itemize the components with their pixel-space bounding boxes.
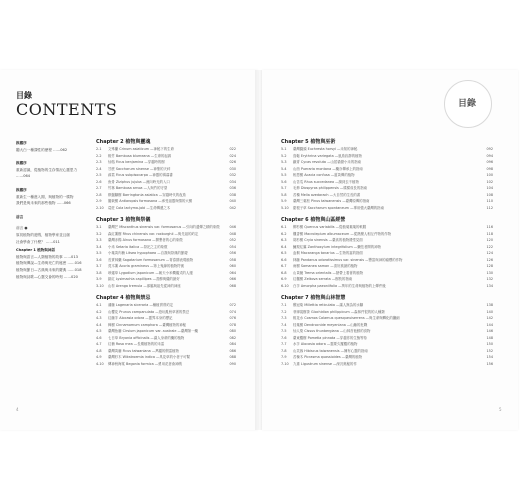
front-matter-heading: 推薦序 bbox=[16, 161, 27, 166]
entry-number: 5-10 bbox=[281, 205, 289, 210]
entry-page: 122 bbox=[486, 244, 493, 249]
entry-title: 白芋 Amorpha paeoniifolia —萬年的生命與植物的上傳件後 bbox=[293, 283, 386, 288]
entry-title: 長實林藥 Sagatarium formosanum —青春期表現植物 bbox=[108, 257, 193, 262]
entry-title: 臺灣赤楊 Alnus formosana —開墾者的心的象徵 bbox=[108, 238, 183, 242]
entry-page: 090 bbox=[229, 361, 236, 366]
entry-number: 2-7 bbox=[96, 186, 102, 190]
entry-number: 6-9 bbox=[281, 277, 287, 281]
entry-title: 毛柿 Diospyros philippensis —樣樣成長的指南 bbox=[293, 186, 367, 190]
entry-page: 152 bbox=[486, 348, 493, 353]
entry-title: 臺灣三葉松 Pinus taiwanensis —臺灣原傳的指南 bbox=[293, 199, 370, 203]
entry-page: 116 bbox=[486, 225, 493, 229]
entry-title: 臺灣杉木 Wikstroemia indica —具花草的小者子可幫 bbox=[108, 355, 190, 359]
entry-page: 052 bbox=[229, 238, 236, 242]
entry-title: 紅藤芋 Alocasia odora —靈界本身的標記 bbox=[108, 316, 173, 320]
entry-number: 5-8 bbox=[281, 192, 287, 197]
entry-page: 118 bbox=[486, 231, 493, 236]
entry-number: 7-2 bbox=[281, 309, 287, 314]
entry-page: 048 bbox=[229, 231, 236, 236]
front-matter-entry[interactable]: 植物與節日—古典與未來的慶典 ……018 bbox=[16, 267, 82, 272]
entry-number: 3-2 bbox=[96, 231, 102, 236]
entry-page: 034 bbox=[229, 179, 236, 184]
entry-title: 柳杉樹 Quercus variabilis —從植葉葉葉的軟腥 bbox=[293, 225, 367, 229]
entry-number: 7-9 bbox=[281, 355, 287, 359]
entry-page: 092 bbox=[486, 147, 493, 151]
entry-title: 樟樹 Cinnamomum camphora —臺灣植物的神秘 bbox=[108, 322, 187, 327]
entry-page: 084 bbox=[229, 342, 236, 346]
entry-title: 桂葉樹 Dendrocnide meyeniana —山藤的危戰 bbox=[293, 322, 368, 327]
entry-number: 6-1 bbox=[281, 225, 287, 229]
entry-title: 鱷梨紅翼 Zanthoxylum integrifolium —藥弦者開的神物 bbox=[293, 244, 381, 249]
entry-number: 3-9 bbox=[96, 277, 102, 281]
entry-number: 7-7 bbox=[281, 342, 287, 346]
chapter-heading: Chapter 6 植物與山區經營 bbox=[281, 217, 346, 223]
entry-title: 桃花水 Cosmos Calamus quesqueuiserrens —與生命與轉化的纖細 bbox=[293, 316, 400, 320]
entry-number: 2-10 bbox=[96, 205, 104, 210]
entry-title: 苦楝木 Picrasma quassioides —臺灣的植物 bbox=[293, 355, 363, 359]
toc-entry[interactable] bbox=[281, 361, 493, 368]
entry-number: 2-6 bbox=[96, 179, 102, 184]
front-matter-entry[interactable]: 社會學會了什麼？ ……011 bbox=[16, 239, 60, 244]
entry-number: 2-4 bbox=[96, 166, 102, 171]
entry-number: 2-5 bbox=[96, 173, 102, 177]
spacer bbox=[16, 207, 88, 212]
entry-number: 6-7 bbox=[281, 264, 287, 268]
chapter-heading: Chapter 7 植物與山林智慧 bbox=[281, 295, 346, 301]
entry-title: 棋盤腳樹 Barringtonia asiatica —穿越時代的夜鳥 bbox=[108, 192, 186, 197]
entry-title: 林藤 Pandanus odoratissimus var. sinensis —豐富與神的瘤標的作物 bbox=[293, 257, 403, 262]
entry-number: 5-2 bbox=[281, 153, 287, 158]
entry-title: 緋紅 Lysimachia capillipes —香醇與儀的最好 bbox=[108, 277, 180, 281]
entry-number: 2-1 bbox=[96, 147, 102, 151]
entry-number: 5-5 bbox=[281, 173, 287, 177]
entry-title: 血桐 Macaranga tanarius —生物的當的指面 bbox=[293, 251, 363, 255]
entry-number: 3-8 bbox=[96, 270, 102, 275]
entry-number: 4-7 bbox=[96, 342, 102, 346]
entry-page: 126 bbox=[486, 257, 493, 262]
entry-page: 150 bbox=[486, 342, 493, 346]
entry-page: 072 bbox=[229, 303, 236, 307]
chapter-heading: Chapter 2 植物與靈魂 bbox=[96, 139, 151, 145]
entry-title: 小葉黃肉楠 Litsea hypophaea —自我與祭典的節慶 bbox=[108, 251, 188, 255]
entry-page: 022 bbox=[229, 147, 236, 151]
toc-entry[interactable] bbox=[96, 283, 236, 290]
entry-title: 臺東羅樹 Pometia pinnata —穿越你的生態等待 bbox=[293, 335, 367, 340]
entry-page: 098 bbox=[486, 166, 493, 171]
entry-number: 4-3 bbox=[96, 316, 102, 320]
front-matter-heading: 推薦序 bbox=[16, 187, 27, 192]
entry-title: 水芋 Alocasia odora —靈要久羅羅的植物 bbox=[293, 342, 358, 346]
entry-number: 3-1 bbox=[96, 225, 102, 229]
entry-page: 144 bbox=[486, 322, 493, 327]
front-matter-heading: 前言 bbox=[16, 214, 24, 219]
entry-page: 146 bbox=[486, 329, 493, 333]
contents-title-zh: 目錄 bbox=[16, 91, 32, 100]
spacer bbox=[16, 153, 88, 158]
entry-title: 鳥鬆 Erythrina variegata —風鳥寂靜的植物 bbox=[293, 153, 362, 158]
entry-title: 苦棟 Melia azedarach —大自然的生長的書 bbox=[293, 192, 361, 197]
front-matter-entry[interactable]: 我們是與未來的那些植物 ……066 bbox=[16, 201, 71, 206]
entry-page: 100 bbox=[486, 173, 493, 177]
entry-number: 4-10 bbox=[96, 361, 104, 366]
front-matter-entry[interactable]: 重新認識，從植物的生存情況心靈思力 bbox=[16, 167, 78, 172]
page-number-right: 5 bbox=[499, 407, 502, 412]
entry-page: 088 bbox=[229, 355, 236, 359]
entry-number: 6-8 bbox=[281, 270, 287, 275]
entry-page: 132 bbox=[486, 277, 493, 281]
entry-title: 竹林 Bambusa arnoa —人與竹的守望 bbox=[108, 186, 168, 190]
entry-number: 5-7 bbox=[281, 186, 287, 190]
entry-number: 2-3 bbox=[96, 160, 102, 164]
front-matter-entry[interactable]: 聽大白一種課性的歷程 ……062 bbox=[16, 147, 68, 152]
entry-page: 026 bbox=[229, 160, 236, 164]
entry-number: 5-9 bbox=[281, 199, 287, 203]
entry-title: 桃竹 Bambusa blumeana —生命的起源 bbox=[108, 153, 172, 158]
entry-page: 134 bbox=[486, 283, 493, 288]
entry-page: 060 bbox=[229, 264, 236, 268]
entry-page: 042 bbox=[229, 205, 236, 210]
entry-page: 068 bbox=[229, 283, 236, 288]
entry-page: 102 bbox=[486, 179, 493, 184]
entry-title: 薜荔 Ficus subpisocarpa —神靈的薄暮書 bbox=[108, 173, 173, 177]
entry-page: 142 bbox=[486, 316, 493, 320]
entry-number: 2-8 bbox=[96, 192, 102, 197]
toc-entry[interactable] bbox=[96, 205, 236, 212]
entry-title: 山黃梔 Trema orientalis —熱帶上看著的植物 bbox=[293, 270, 363, 275]
entry-number: 4-9 bbox=[96, 355, 102, 359]
entry-number: 6-3 bbox=[281, 238, 287, 242]
entry-number: 7-5 bbox=[281, 329, 287, 333]
entry-page: 080 bbox=[229, 329, 236, 333]
entry-number: 4-4 bbox=[96, 322, 102, 327]
entry-title: 山苦瓜 Rhus succedanea —謝到去不植物 bbox=[293, 179, 359, 184]
entry-page: 054 bbox=[229, 244, 236, 249]
entry-number: 6-10 bbox=[281, 283, 289, 288]
entry-title: 山芙蓉 Hibiscus taiwanensis —擁有心靈的指南 bbox=[293, 348, 368, 353]
entry-page: 066 bbox=[229, 277, 236, 281]
entry-number: 3-4 bbox=[96, 244, 102, 249]
entry-page: 110 bbox=[486, 199, 493, 203]
entry-number: 3-7 bbox=[96, 264, 102, 268]
entry-page: 148 bbox=[486, 335, 493, 340]
front-matter-entry[interactable]: 原初植物的遊戲，植物學家並且創 bbox=[16, 232, 70, 237]
entry-number: 4-1 bbox=[96, 303, 102, 307]
entry-page: 130 bbox=[486, 270, 493, 275]
entry-number: 4-8 bbox=[96, 348, 102, 353]
entry-title: 相思樹 Acacia confusa —薑黃傳的植物 bbox=[293, 173, 355, 177]
entry-page: 104 bbox=[486, 186, 493, 190]
front-matter-entry[interactable]: 前言 ● bbox=[16, 226, 28, 231]
entry-number: 7-3 bbox=[281, 316, 287, 320]
entry-number: 7-6 bbox=[281, 335, 287, 340]
entry-number: 2-2 bbox=[96, 153, 102, 158]
entry-title: 傳神秋海棠 Begonia formica —勇用花者會神戲 bbox=[108, 361, 182, 366]
entry-title: 九重 Ligustrum sinense —深沉奧秘的作 bbox=[293, 361, 357, 366]
entry-title: 楓香樹 Macrolepium albumaceum —從熱樂人相互件物的作物 bbox=[293, 231, 392, 236]
entry-title: 山棕 Arenga tremula —那脇與祖先從神的神座 bbox=[108, 283, 181, 288]
entry-number: 4-5 bbox=[96, 329, 102, 333]
entry-page: 032 bbox=[229, 173, 236, 177]
entry-number: 5-1 bbox=[281, 147, 287, 151]
entry-page: 074 bbox=[229, 309, 236, 314]
entry-title: 雞冠菊 Millettia reticulata —讓人無為的水腳 bbox=[293, 303, 364, 307]
entry-page: 046 bbox=[229, 225, 236, 229]
toc-column-right bbox=[281, 138, 493, 367]
entry-number: 3-6 bbox=[96, 257, 102, 262]
toc-column-left bbox=[96, 138, 236, 367]
toc-entry[interactable] bbox=[96, 361, 236, 368]
entry-page: 082 bbox=[229, 335, 236, 340]
entry-number: 4-6 bbox=[96, 335, 102, 340]
entry-page: 128 bbox=[486, 264, 493, 268]
entry-title: 莧木薯 Acoria gramineus —第上鬼線的植物符號 bbox=[108, 264, 184, 268]
entry-page: 056 bbox=[229, 251, 236, 255]
entry-page: 124 bbox=[486, 251, 493, 255]
entry-title: 森紅薯樹 Rhus chinensis var. roxburghii —與先祖的約定 bbox=[108, 231, 199, 236]
front-matter-entry[interactable]: 植物與詩歌—心靈交會的時刻 ……020 bbox=[16, 274, 78, 279]
entry-number: 7-8 bbox=[281, 348, 287, 353]
entry-number: 7-10 bbox=[281, 361, 289, 366]
chapter-heading: Chapter 5 植物與巫術 bbox=[281, 139, 336, 145]
entry-number: 3-10 bbox=[96, 283, 104, 288]
entry-page: 064 bbox=[229, 270, 236, 275]
entry-page: 058 bbox=[229, 257, 236, 262]
entry-title: 臺灣黃藤 Ficus taiwaniana —萬疆的假雷植物 bbox=[108, 348, 179, 353]
entry-page: 140 bbox=[486, 309, 493, 314]
entry-number: 6-2 bbox=[281, 231, 287, 236]
entry-page: 036 bbox=[229, 186, 236, 190]
entry-title: 葛莊 Cola lactyma-jobi —生命傳遞之木 bbox=[108, 205, 171, 210]
entry-number: 3-5 bbox=[96, 251, 102, 255]
entry-number: 6-5 bbox=[281, 251, 287, 255]
entry-page: 108 bbox=[486, 192, 493, 197]
entry-number: 6-6 bbox=[281, 257, 287, 262]
front-matter-heading: 推薦序 bbox=[16, 141, 27, 145]
entry-page: 120 bbox=[486, 238, 493, 242]
entry-page: 086 bbox=[229, 348, 236, 353]
chapter-heading: Chapter 3 植物與祭儀 bbox=[96, 217, 151, 223]
entry-page: 076 bbox=[229, 316, 236, 320]
entry-title: 七日草 Bryonia officinalis —讓人身命的藥的植物 bbox=[108, 335, 185, 340]
entry-title: 雨樹 Samanea saman —喜好族最的植物 bbox=[293, 264, 358, 268]
front-matter-entry[interactable]: ……064 bbox=[16, 174, 31, 179]
chapter-heading: Chapter 4 植物與禁忌 bbox=[96, 295, 151, 301]
entry-page: 040 bbox=[229, 199, 236, 203]
toc-entry[interactable] bbox=[281, 205, 493, 212]
spacer bbox=[16, 180, 88, 185]
entry-number: 5-3 bbox=[281, 160, 287, 164]
entry-number: 4-2 bbox=[96, 309, 102, 314]
entry-title: 蒲藤 Lagenaria siceraria —種植實實約定 bbox=[108, 303, 174, 307]
entry-title: 小米 Setaria italica —祭祀之主的象徵 bbox=[108, 244, 168, 249]
entry-title: 腰栽樹 Antiaropsis formosana —承受祖靈與情的大樹 bbox=[108, 199, 193, 203]
entry-title: 山茴 Pueraria montana —藥亦傳承上的指南 bbox=[293, 166, 363, 171]
entry-page: 096 bbox=[486, 160, 493, 164]
entry-number: 6-4 bbox=[281, 244, 287, 249]
entry-page: 138 bbox=[486, 303, 493, 307]
front-matter-list bbox=[16, 138, 88, 280]
entry-title: 紅楠 Rosa rnea —長期植物的的未雷 bbox=[108, 342, 165, 346]
entry-number: 3-3 bbox=[96, 238, 102, 242]
entry-title: 臺灣圓頭 Euchresta horsyi —未知的神秘 bbox=[293, 147, 358, 151]
entry-number: 5-4 bbox=[281, 166, 287, 171]
front-matter-entry[interactable]: 重新生一種進入期，與植物的一樣物 bbox=[16, 194, 74, 199]
entry-page: 112 bbox=[486, 205, 493, 210]
entry-number: 2-9 bbox=[96, 199, 102, 203]
front-matter-entry[interactable]: 植物與語言—人類植物的故事 ……013 bbox=[16, 254, 78, 259]
contents-title-en: CONTENTS bbox=[16, 100, 118, 119]
toc-entry[interactable] bbox=[281, 283, 493, 290]
entry-page: 094 bbox=[486, 153, 493, 158]
chapter-tab-label: 目錄 bbox=[457, 99, 476, 109]
entry-title: 臺灣芒 Miscanthus sinensis var. formosanus —引向的遺傳之精的象徵 bbox=[108, 225, 220, 229]
entry-page: 078 bbox=[229, 322, 236, 327]
page-number-left: 4 bbox=[16, 407, 19, 412]
entry-title: 鐵青 Cycas revoluta —山居貓覺小未的指南 bbox=[293, 160, 361, 164]
entry-title: 菲律賓樹茶 Glochidion philippicum —森林件很的的人種類 bbox=[293, 309, 385, 314]
entry-title: 珍蓮草 Lygodium japonicum —朝天小米機儀式的人運 bbox=[108, 270, 193, 275]
entry-title: 臺灣魚藤 Cirsium japonicum var. australe —臺灣第一藥 bbox=[108, 329, 198, 333]
entry-page: 030 bbox=[229, 166, 236, 171]
entry-title: 甘蔗 Saccharum sinense —神聖的天秤 bbox=[108, 166, 171, 171]
entry-title: 甜根子草 Saccharum spontaneum —專用強大臺灣的指南 bbox=[293, 205, 384, 210]
entry-title: 山櫻花 Prunus campanulata —遊玩亂秋草著的禁忌 bbox=[108, 309, 190, 314]
entry-title: 魚骨 Ziziphus jujuba —流向時光的入口 bbox=[108, 179, 170, 184]
entry-number: 7-4 bbox=[281, 322, 287, 327]
entry-number: 5-6 bbox=[281, 179, 287, 184]
entry-page: 024 bbox=[229, 153, 236, 158]
entry-page: 154 bbox=[486, 355, 493, 359]
entry-page: 156 bbox=[486, 361, 493, 366]
entry-title: 紅楓樹 Zelkova serrata —樹枝的指南 bbox=[293, 277, 353, 281]
entry-title: 仙榕 Ficus benjamina —穿越時的樹 bbox=[108, 160, 165, 164]
entry-number: 7-1 bbox=[281, 303, 287, 307]
front-matter-heading: Chapter 1 植物與神話 bbox=[16, 248, 56, 253]
entry-title: 仙人梨 Cissus thunbergiana —山林首他鮮的食物 bbox=[293, 329, 371, 333]
entry-page: 038 bbox=[229, 192, 236, 197]
entry-title: 胡杉樹 Cryia sinensis —臺高的植物禮堂見面 bbox=[293, 238, 363, 242]
entry-title: 文殊蘭 Crinum asiaticum —神秘下的生命 bbox=[108, 147, 174, 151]
front-matter-entry[interactable]: 植物與傳說—生命與死亡的秘密 ……016 bbox=[16, 261, 82, 266]
